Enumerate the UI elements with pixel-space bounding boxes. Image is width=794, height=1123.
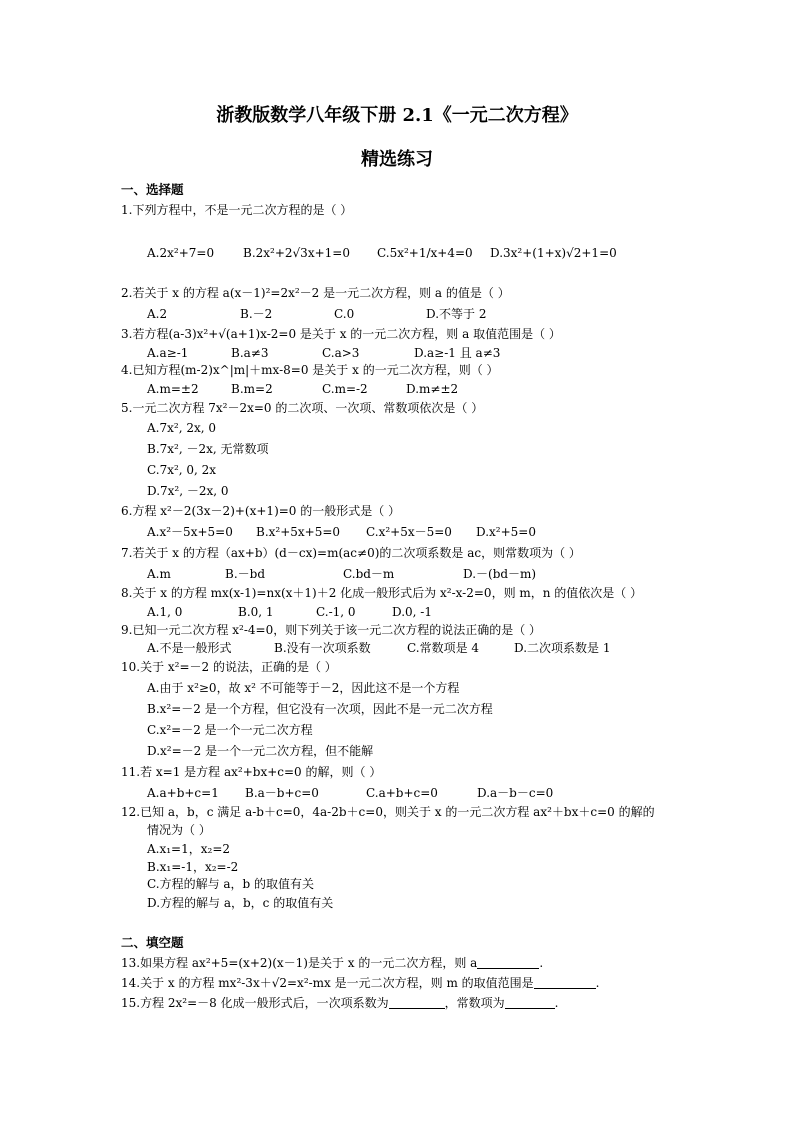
question-8-stem: 8.关于 x 的方程 mx(x-1)=nx(x＋1)＋2 化成一般形式后为 x²-x-2=0，则 m，n 的值依次是（ ） xyxy=(121,586,643,600)
question-6-stem: 6.方程 x²－2(3x－2)+(x+1)=0 的一般形式是（ ） xyxy=(121,504,401,518)
question-15-mid-text: ，常数项为 xyxy=(444,996,505,1010)
question-10-stem: 10.关于 x²=－2 的说法，正确的是（ ） xyxy=(121,660,337,674)
question-11-stem: 11.若 x=1 是方程 ax²+bx+c=0 的解，则（ ） xyxy=(121,765,382,779)
question-5-option-b: B.7x², －2x, 无常数项 xyxy=(147,442,269,456)
question-11-option-c: C.a+b+c=0 xyxy=(366,786,438,800)
question-3-option-a: A.a≥-1 xyxy=(147,346,189,360)
question-15 xyxy=(121,995,558,1011)
question-1-stem: 1.下列方程中，不是一元二次方程的是（ ） xyxy=(121,203,353,217)
question-11-option-a: A.a+b+c=1 xyxy=(147,786,219,800)
question-13 xyxy=(121,955,543,971)
question-12-option-c: C.方程的解与 a，b 的取值有关 xyxy=(147,877,315,891)
question-12-stem-continued: 情况为（ ） xyxy=(147,823,211,837)
question-7-option-c: C.bd－m xyxy=(343,567,395,581)
question-1-option-d: D.3x²+(1+x)√2+1=0 xyxy=(490,246,617,260)
document-subtitle: 精选练习 xyxy=(361,149,433,170)
question-4-option-d: D.m≠±2 xyxy=(406,382,459,396)
question-14-text: 14.关于 x 的方程 mx²-3x＋√2=x²-mx 是一元二次方程，则 m 的取值范围是 xyxy=(121,976,534,990)
question-15-answer-blank-1[interactable] xyxy=(389,996,445,1009)
question-4-option-c: C.m=-2 xyxy=(322,382,368,396)
question-2-option-c: C.0 xyxy=(334,307,355,321)
question-5-stem: 5.一元二次方程 7x²－2x=0 的二次项、一次项、常数项依次是（ ） xyxy=(121,401,484,415)
question-11-option-d: D.a－b－c=0 xyxy=(477,786,554,800)
question-6-option-a: A.x²－5x+5=0 xyxy=(147,525,233,539)
question-6-option-b: B.x²+5x+5=0 xyxy=(256,525,341,539)
question-9-option-a: A.不是一般形式 xyxy=(147,641,232,655)
question-9-option-c: C.常数项是 4 xyxy=(407,641,480,655)
question-8-option-d: D.0, -1 xyxy=(392,605,432,619)
document-title: 浙教版数学八年级下册 2.1《一元二次方程》 xyxy=(216,105,578,126)
question-9-option-b: B.没有一次项系数 xyxy=(274,641,371,655)
question-2-option-a: A.2 xyxy=(147,307,168,321)
question-1-option-a: A.2x²+7=0 xyxy=(147,246,215,260)
question-10-option-d: D.x²=－2 是一个一元二次方程，但不能解 xyxy=(147,744,374,758)
question-7-stem: 7.若关于 x 的方程（ax+b）(d－cx)=m(ac≠0)的二次项系数是 ac，则常数项为（ ） xyxy=(121,546,581,560)
question-12-option-a: A.x₁=1，x₂=2 xyxy=(147,842,231,856)
question-8-option-a: A.1, 0 xyxy=(147,605,183,619)
section-heading-choice: 一、选择题 xyxy=(121,182,184,197)
question-4-option-b: B.m=2 xyxy=(231,382,273,396)
question-12-option-d: D.方程的解与 a，b，c 的取值有关 xyxy=(147,896,334,910)
question-6-option-d: D.x²+5=0 xyxy=(476,525,536,539)
question-13-answer-blank[interactable] xyxy=(477,956,539,969)
question-11-option-b: B.a－b+c=0 xyxy=(245,786,319,800)
question-7-option-b: B.－bd xyxy=(225,567,265,581)
question-2-option-b: B.－2 xyxy=(240,307,273,321)
question-10-option-b: B.x²=－2 是一个方程，但它没有一次项，因此不是一元二次方程 xyxy=(147,702,493,716)
question-15-end: . xyxy=(554,996,559,1010)
section-heading-fill: 二、填空题 xyxy=(121,935,184,950)
question-4-stem: 4.已知方程(m-2)x^|m|＋mx-8=0 是关于 x 的一元二次方程，则（ ） xyxy=(121,363,499,377)
question-7-option-d: D.－(bd－m) xyxy=(463,567,537,581)
question-1-option-b: B.2x²+2√3x+1=0 xyxy=(243,246,350,260)
question-9-option-d: D.二次项系数是 1 xyxy=(514,641,611,655)
question-12-stem: 12.已知 a，b，c 满足 a-b＋c=0，4a-2b＋c=0，则关于 x 的一元二次方程 ax²＋bx＋c=0 的解的 xyxy=(121,805,655,819)
question-15-answer-blank-2[interactable] xyxy=(505,996,555,1009)
question-5-option-a: A.7x², 2x, 0 xyxy=(147,421,216,435)
question-14-answer-blank[interactable] xyxy=(534,976,596,989)
question-8-option-c: C.-1, 0 xyxy=(316,605,356,619)
question-7-option-a: A.m xyxy=(147,567,171,581)
question-3-option-c: C.a>3 xyxy=(322,346,360,360)
question-5-option-c: C.7x², 0, 2x xyxy=(147,463,217,477)
question-2-option-d: D.不等于 2 xyxy=(426,307,487,321)
question-1-option-c: C.5x²+1/x+4=0 xyxy=(377,246,473,260)
question-6-option-c: C.x²+5x－5=0 xyxy=(366,525,452,539)
question-15-text: 15.方程 2x²=－8 化成一般形式后，一次项系数为 xyxy=(121,996,389,1010)
question-3-option-d: D.a≥-1 且 a≠3 xyxy=(414,346,501,360)
question-10-option-a: A.由于 x²≥0，故 x² 不可能等于－2，因此这不是一个方程 xyxy=(147,681,460,695)
question-14-end: . xyxy=(595,976,600,990)
question-5-option-d: D.7x², －2x, 0 xyxy=(147,484,229,498)
question-3-option-b: B.a≠3 xyxy=(231,346,269,360)
question-14 xyxy=(121,975,599,991)
question-8-option-b: B.0, 1 xyxy=(238,605,274,619)
question-9-stem: 9.已知一元二次方程 x²-4=0，则下列关于该一元二次方程的说法正确的是（ ） xyxy=(121,623,542,637)
question-4-option-a: A.m=±2 xyxy=(147,382,199,396)
question-3-stem: 3.若方程(a-3)x²+√(a+1)x-2=0 是关于 x 的一元二次方程，则 a 取值范围是（ ） xyxy=(121,327,561,341)
question-13-end: . xyxy=(539,956,544,970)
question-13-text: 13.如果方程 ax²+5=(x+2)(x－1)是关于 x 的一元二次方程，则 a xyxy=(121,956,478,970)
question-10-option-c: C.x²=－2 是一个一元二次方程 xyxy=(147,723,313,737)
question-12-option-b: B.x₁=-1，x₂=-2 xyxy=(147,860,239,874)
question-2-stem: 2.若关于 x 的方程 a(x－1)²=2x²－2 是一元二次方程，则 a 的值是（ ） xyxy=(121,286,510,300)
